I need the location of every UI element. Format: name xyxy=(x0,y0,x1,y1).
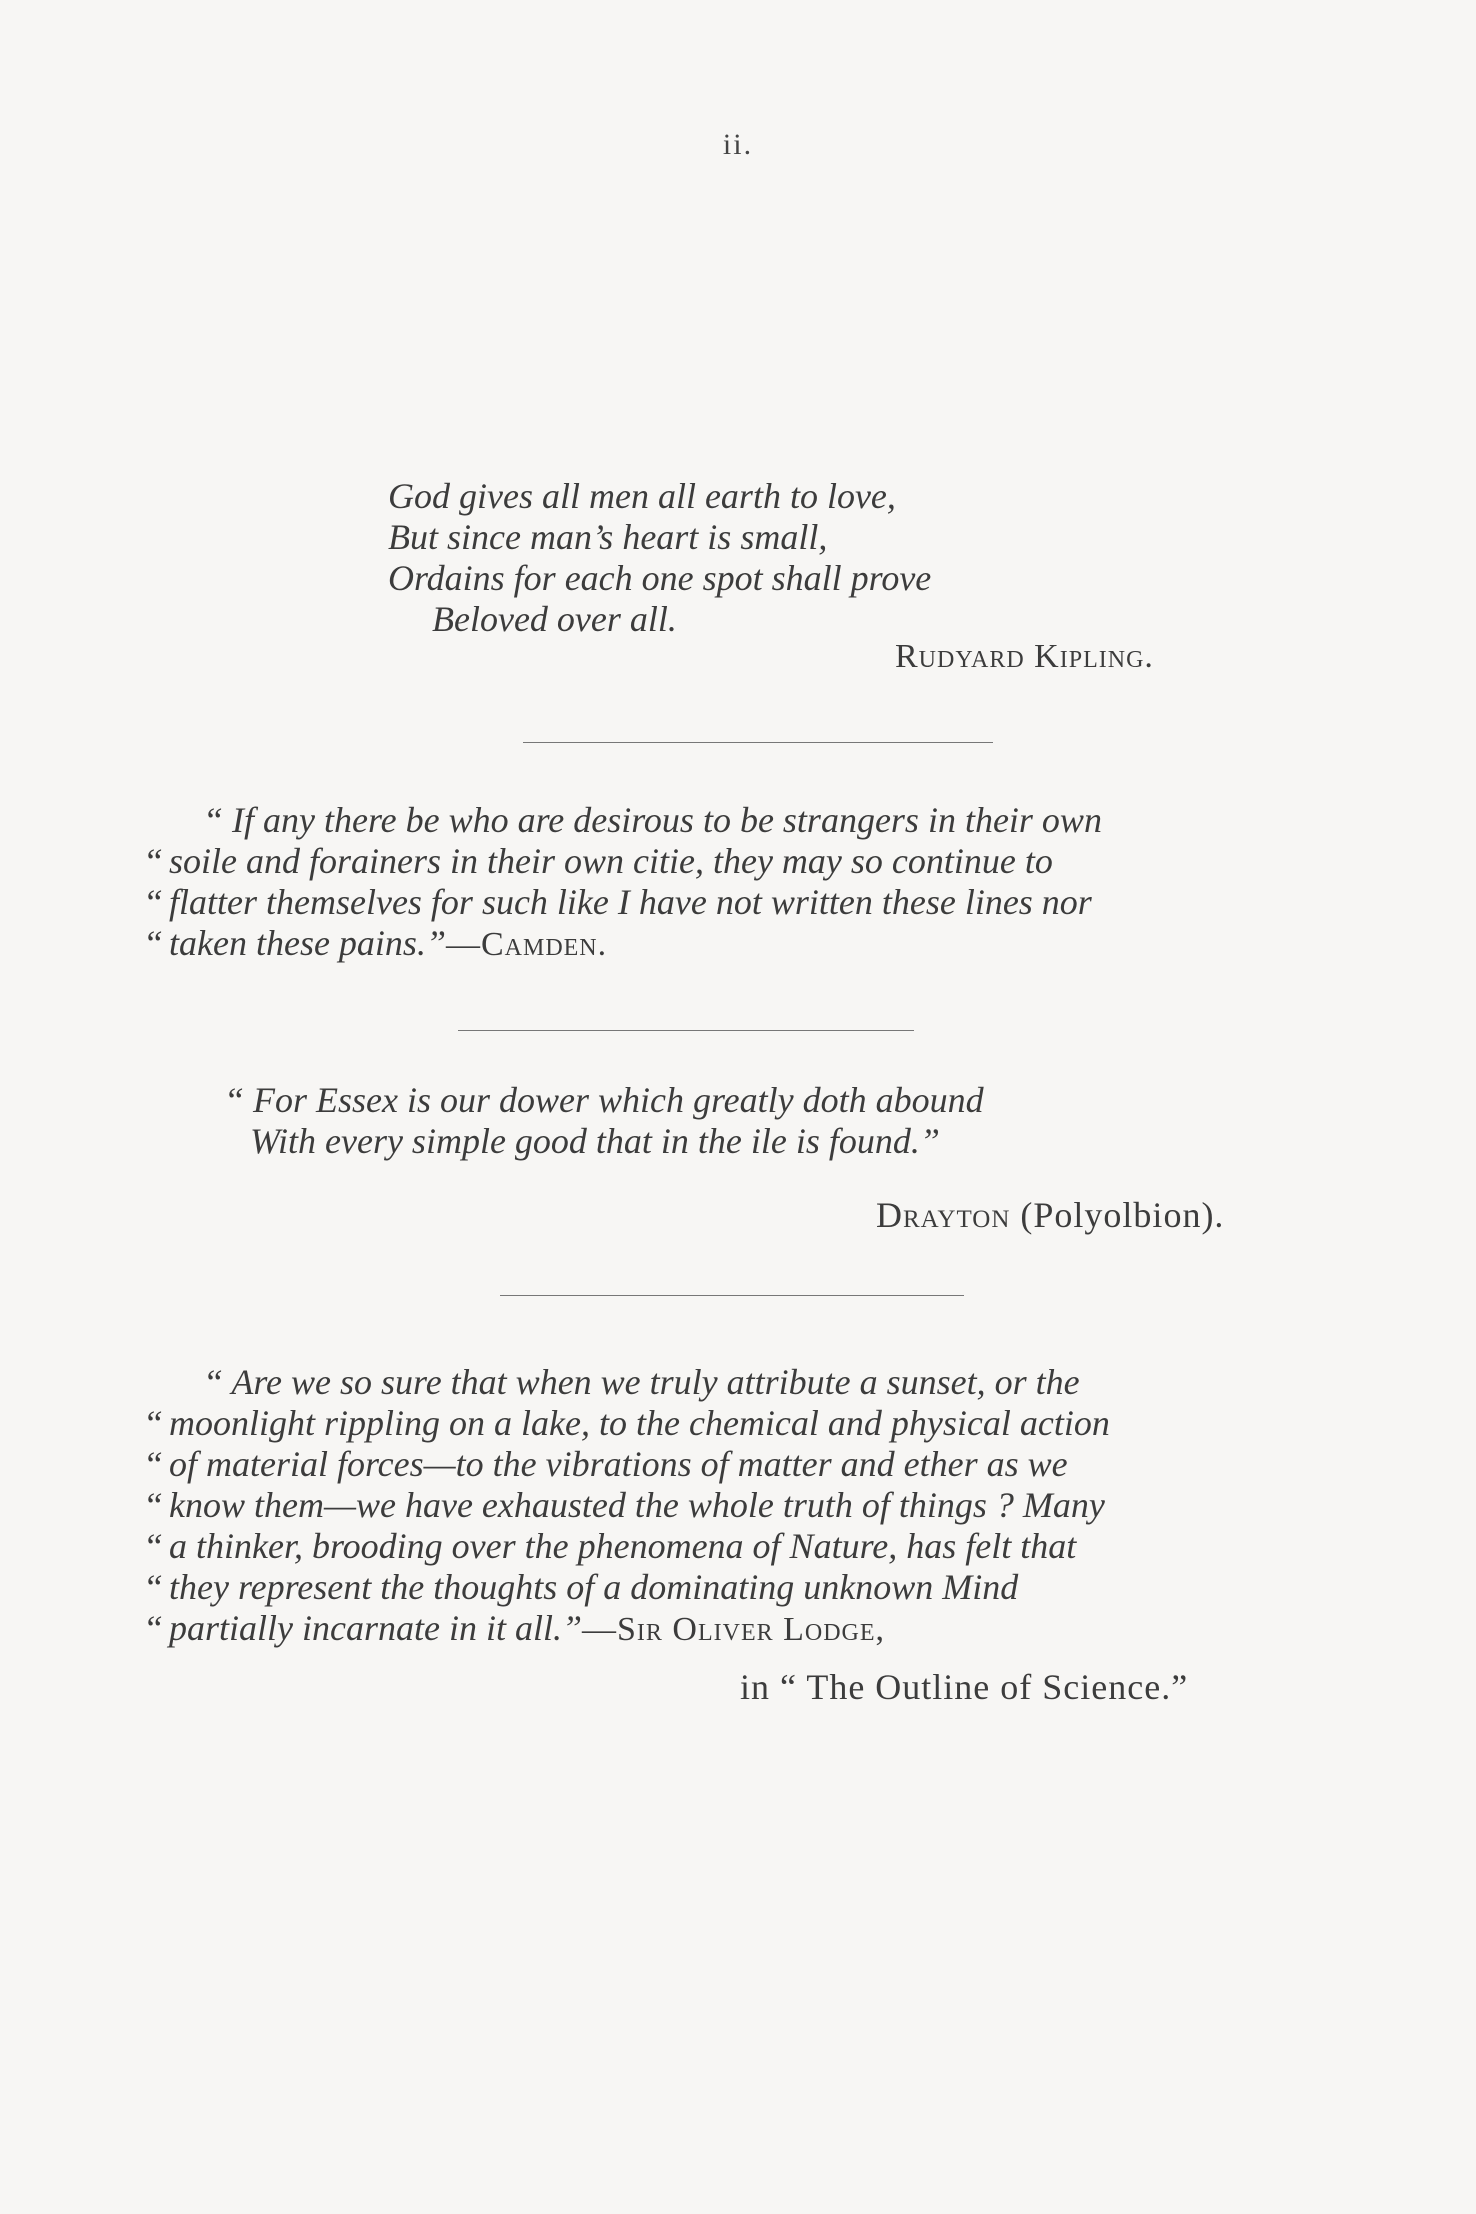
quote-line-text: moonlight rippling on a lake, to the chemical and physical action xyxy=(169,1403,1110,1443)
quote-mark: “ xyxy=(143,1444,164,1484)
attribution-name: Rudyard Kipling. xyxy=(895,638,1154,675)
quote-line-text: they represent the thoughts of a dominating unknown Mind xyxy=(169,1567,1019,1607)
drayton-attribution xyxy=(876,1194,1224,1236)
camden-quote xyxy=(143,800,1102,965)
verse-line: Beloved over all. xyxy=(432,599,677,639)
quote-line-text: soile and forainers in their own citie, they may so continue to xyxy=(169,841,1053,881)
quote-line-text: flatter themselves for such like I have not written these lines nor xyxy=(169,882,1092,922)
quote-mark: “ xyxy=(143,923,164,963)
verse-line: With every simple good that in the ile is found.” xyxy=(250,1121,940,1161)
quote-mark: “ xyxy=(143,1403,164,1443)
page-number: ii. xyxy=(722,128,754,161)
attribution-name: Drayton xyxy=(876,1195,1011,1235)
quote-line: “ Are we so sure that when we truly attribute a sunset, or the xyxy=(203,1362,1080,1402)
quote-line-text: taken these pains.” xyxy=(169,923,446,963)
lodge-quote xyxy=(143,1362,1110,1650)
quote-line-text: partially incarnate in it all.” xyxy=(169,1608,582,1648)
quote-mark: “ xyxy=(143,1526,164,1566)
quote-line xyxy=(143,1608,1110,1650)
quote-line xyxy=(143,1567,1110,1608)
lodge-attribution: —Sir Oliver Lodge, xyxy=(582,1611,886,1648)
quote-mark: “ xyxy=(143,1608,164,1648)
verse-line: God gives all men all earth to love, xyxy=(388,476,896,516)
divider-rule xyxy=(523,742,993,743)
kipling-verse xyxy=(388,476,931,640)
quote-line-text: of material forces—to the vibrations of matter and ether as we xyxy=(169,1444,1068,1484)
quote-line xyxy=(143,1526,1110,1567)
quote-mark: “ xyxy=(143,841,164,881)
quote-mark: “ xyxy=(143,1567,164,1607)
quote-line xyxy=(143,1403,1110,1444)
quote-line xyxy=(143,1485,1110,1526)
quote-line: “ If any there be who are desirous to be strangers in their own xyxy=(203,800,1102,840)
verse-line: But since man’s heart is small, xyxy=(388,517,828,557)
quote-line-text: a thinker, brooding over the phenomena of Nature, has felt that xyxy=(169,1526,1077,1566)
quote-line xyxy=(143,882,1102,923)
drayton-quote xyxy=(224,1080,984,1162)
verse-line: Ordains for each one spot shall prove xyxy=(388,558,932,598)
camden-attribution: —Camden. xyxy=(445,926,608,963)
kipling-attribution xyxy=(895,638,1154,676)
quote-line xyxy=(143,841,1102,882)
divider-rule xyxy=(500,1295,964,1296)
quote-mark: “ xyxy=(143,882,164,922)
attribution-work: (Polyolbion). xyxy=(1020,1195,1225,1235)
quote-line-text: know them—we have exhausted the whole truth of things ? Many xyxy=(169,1485,1105,1525)
divider-rule xyxy=(458,1030,914,1031)
verse-line: “ For Essex is our dower which greatly doth abound xyxy=(224,1080,984,1120)
quote-line xyxy=(143,1444,1110,1485)
lodge-source: in “ The Outline of Science.” xyxy=(740,1667,1189,1707)
quote-mark: “ xyxy=(143,1485,164,1525)
quote-line xyxy=(143,923,1102,965)
